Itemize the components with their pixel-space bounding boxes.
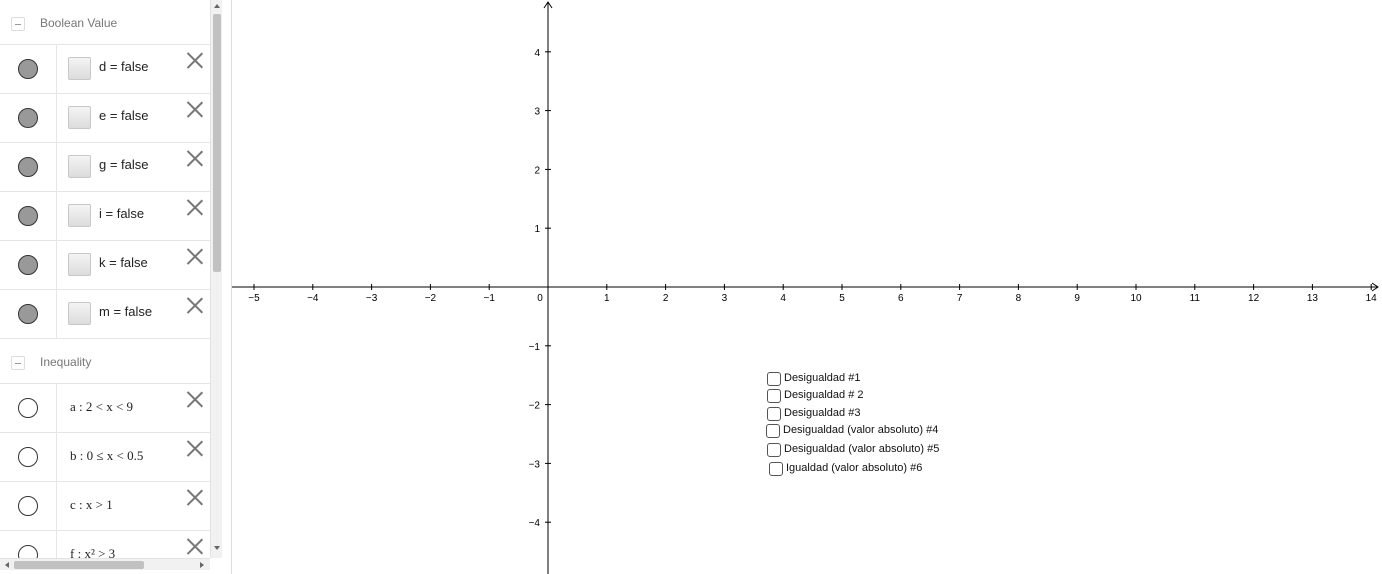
boolean-checkbox[interactable] xyxy=(68,204,91,227)
boolean-checkbox[interactable] xyxy=(68,155,91,178)
definition-text[interactable]: i = false xyxy=(99,206,145,221)
definition-text[interactable]: k = false xyxy=(99,255,148,270)
scroll-up-icon[interactable] xyxy=(214,4,220,8)
boolean-checkbox[interactable] xyxy=(68,106,91,129)
category-inequality xyxy=(0,339,210,384)
marble-cell xyxy=(0,192,57,240)
marble-cell xyxy=(0,290,57,338)
y-tick-label: 1 xyxy=(534,224,540,236)
x-tick-label: 11 xyxy=(1189,293,1200,304)
delete-icon[interactable] xyxy=(186,198,204,216)
boolean-checkbox[interactable] xyxy=(68,253,91,276)
checkbox-box[interactable] xyxy=(767,407,781,421)
definition-text[interactable]: b : 0 ≤ x < 0.5 xyxy=(70,448,144,463)
visibility-marble-icon[interactable] xyxy=(18,447,38,467)
delete-icon[interactable] xyxy=(186,296,204,314)
vertical-scrollbar[interactable] xyxy=(210,0,222,558)
definition-text[interactable]: a : 2 < x < 9 xyxy=(70,399,134,414)
x-tick-label: 8 xyxy=(1015,293,1022,304)
delete-icon[interactable] xyxy=(186,149,204,167)
algebra-view xyxy=(0,0,210,558)
category-label: Inequality xyxy=(40,355,92,369)
y-tick-label: 2 xyxy=(534,165,540,177)
algebra-row-m[interactable] xyxy=(0,290,210,339)
definition-text[interactable]: f : x² > 3 xyxy=(70,546,116,558)
horizontal-scrollbar[interactable] xyxy=(0,558,210,570)
x-tick-label: 2 xyxy=(662,293,669,304)
boolean-checkbox[interactable] xyxy=(68,57,91,80)
checkbox-label[interactable]: Desigualdad (valor absoluto) #4 xyxy=(783,424,939,436)
x-tick-label: −1 xyxy=(483,293,495,304)
y-tick-label: −4 xyxy=(528,518,540,530)
x-tick-label: 10 xyxy=(1130,293,1142,304)
algebra-row-g[interactable] xyxy=(0,143,210,192)
checkbox-box[interactable] xyxy=(767,372,781,386)
marble-cell xyxy=(0,45,57,93)
algebra-row-e[interactable] xyxy=(0,94,210,143)
visibility-marble-icon[interactable] xyxy=(18,108,38,128)
x-tick-label: 7 xyxy=(956,293,963,304)
marble-cell xyxy=(0,94,57,142)
visibility-marble-icon[interactable] xyxy=(18,304,38,324)
x-tick-label: 3 xyxy=(721,293,728,304)
scroll-down-icon[interactable] xyxy=(214,546,220,550)
checkbox-box[interactable] xyxy=(767,443,781,457)
scroll-right-icon[interactable] xyxy=(200,562,204,568)
checkbox-box[interactable] xyxy=(767,389,781,403)
scroll-left-icon[interactable] xyxy=(5,562,9,568)
collapse-icon[interactable] xyxy=(11,17,25,31)
algebra-row-c[interactable] xyxy=(0,482,210,531)
delete-icon[interactable] xyxy=(186,247,204,265)
marble-cell xyxy=(0,241,57,289)
visibility-marble-icon[interactable] xyxy=(18,398,38,418)
visibility-marble-icon[interactable] xyxy=(18,206,38,226)
collapse-icon[interactable] xyxy=(11,356,25,370)
x-tick-label: −4 xyxy=(307,293,319,304)
delete-icon[interactable] xyxy=(186,488,204,506)
delete-icon[interactable] xyxy=(186,390,204,408)
marble-cell xyxy=(0,531,57,558)
x-tick-label: 9 xyxy=(1074,293,1080,304)
visibility-marble-icon[interactable] xyxy=(18,545,38,558)
checkbox-box[interactable] xyxy=(766,424,780,438)
graphics-view[interactable] xyxy=(232,0,1382,574)
definition-text[interactable]: d = false xyxy=(99,59,149,74)
view-divider[interactable] xyxy=(222,0,232,574)
x-tick-label: 14 xyxy=(1365,293,1377,304)
checkbox-label[interactable]: Desigualdad #3 xyxy=(784,407,861,419)
y-tick-label: −2 xyxy=(528,400,540,412)
definition-text[interactable]: e = false xyxy=(99,108,149,123)
x-tick-label: −5 xyxy=(248,293,260,304)
marble-cell xyxy=(0,143,57,191)
algebra-row-d[interactable] xyxy=(0,45,210,94)
coordinate-axes[interactable] xyxy=(232,0,1382,574)
x-tick-label: 5 xyxy=(839,293,845,304)
marble-cell xyxy=(0,482,57,530)
checkbox-label[interactable]: Igualdad (valor absoluto) #6 xyxy=(786,462,923,474)
checkbox-box[interactable] xyxy=(769,462,783,476)
definition-text[interactable]: c : x > 1 xyxy=(70,497,113,512)
y-tick-label: −1 xyxy=(528,341,540,353)
boolean-checkbox[interactable] xyxy=(68,302,91,325)
algebra-row-f[interactable] xyxy=(0,531,210,558)
x-tick-label: 13 xyxy=(1306,293,1318,304)
algebra-row-k[interactable] xyxy=(0,241,210,290)
marble-cell xyxy=(0,433,57,481)
delete-icon[interactable] xyxy=(186,537,204,555)
y-tick-label: 3 xyxy=(534,106,540,118)
checkbox-label[interactable]: Desigualdad #1 xyxy=(784,372,861,384)
y-tick-label: 4 xyxy=(534,47,540,59)
checkbox-label[interactable]: Desigualdad (valor absoluto) #5 xyxy=(784,443,940,455)
scrollbar-thumb[interactable] xyxy=(14,561,144,569)
delete-icon[interactable] xyxy=(186,100,204,118)
x-tick-label: 4 xyxy=(780,293,786,304)
delete-icon[interactable] xyxy=(186,51,204,69)
x-tick-label: 12 xyxy=(1248,293,1260,304)
algebra-row-a[interactable] xyxy=(0,384,210,433)
visibility-marble-icon[interactable] xyxy=(18,157,38,177)
scrollbar-thumb[interactable] xyxy=(213,14,221,272)
marble-cell xyxy=(0,384,57,432)
definition-text[interactable]: g = false xyxy=(99,157,149,172)
x-tick-label: 6 xyxy=(898,293,904,304)
x-tick-label: −2 xyxy=(424,293,437,304)
x-tick-label: 0 xyxy=(537,293,543,304)
category-label: Boolean Value xyxy=(40,16,118,30)
visibility-marble-icon[interactable] xyxy=(18,255,38,275)
algebra-row-i[interactable] xyxy=(0,192,210,241)
checkbox-label[interactable]: Desigualdad # 2 xyxy=(784,389,864,401)
delete-icon[interactable] xyxy=(186,439,204,457)
algebra-row-b[interactable] xyxy=(0,433,210,482)
visibility-marble-icon[interactable] xyxy=(18,496,38,516)
y-tick-label: −3 xyxy=(528,459,540,471)
definition-text[interactable]: m = false xyxy=(99,304,153,319)
category-boolean-value xyxy=(0,0,210,45)
x-tick-label: −3 xyxy=(365,293,378,304)
visibility-marble-icon[interactable] xyxy=(18,59,38,79)
x-tick-label: 1 xyxy=(604,293,610,304)
